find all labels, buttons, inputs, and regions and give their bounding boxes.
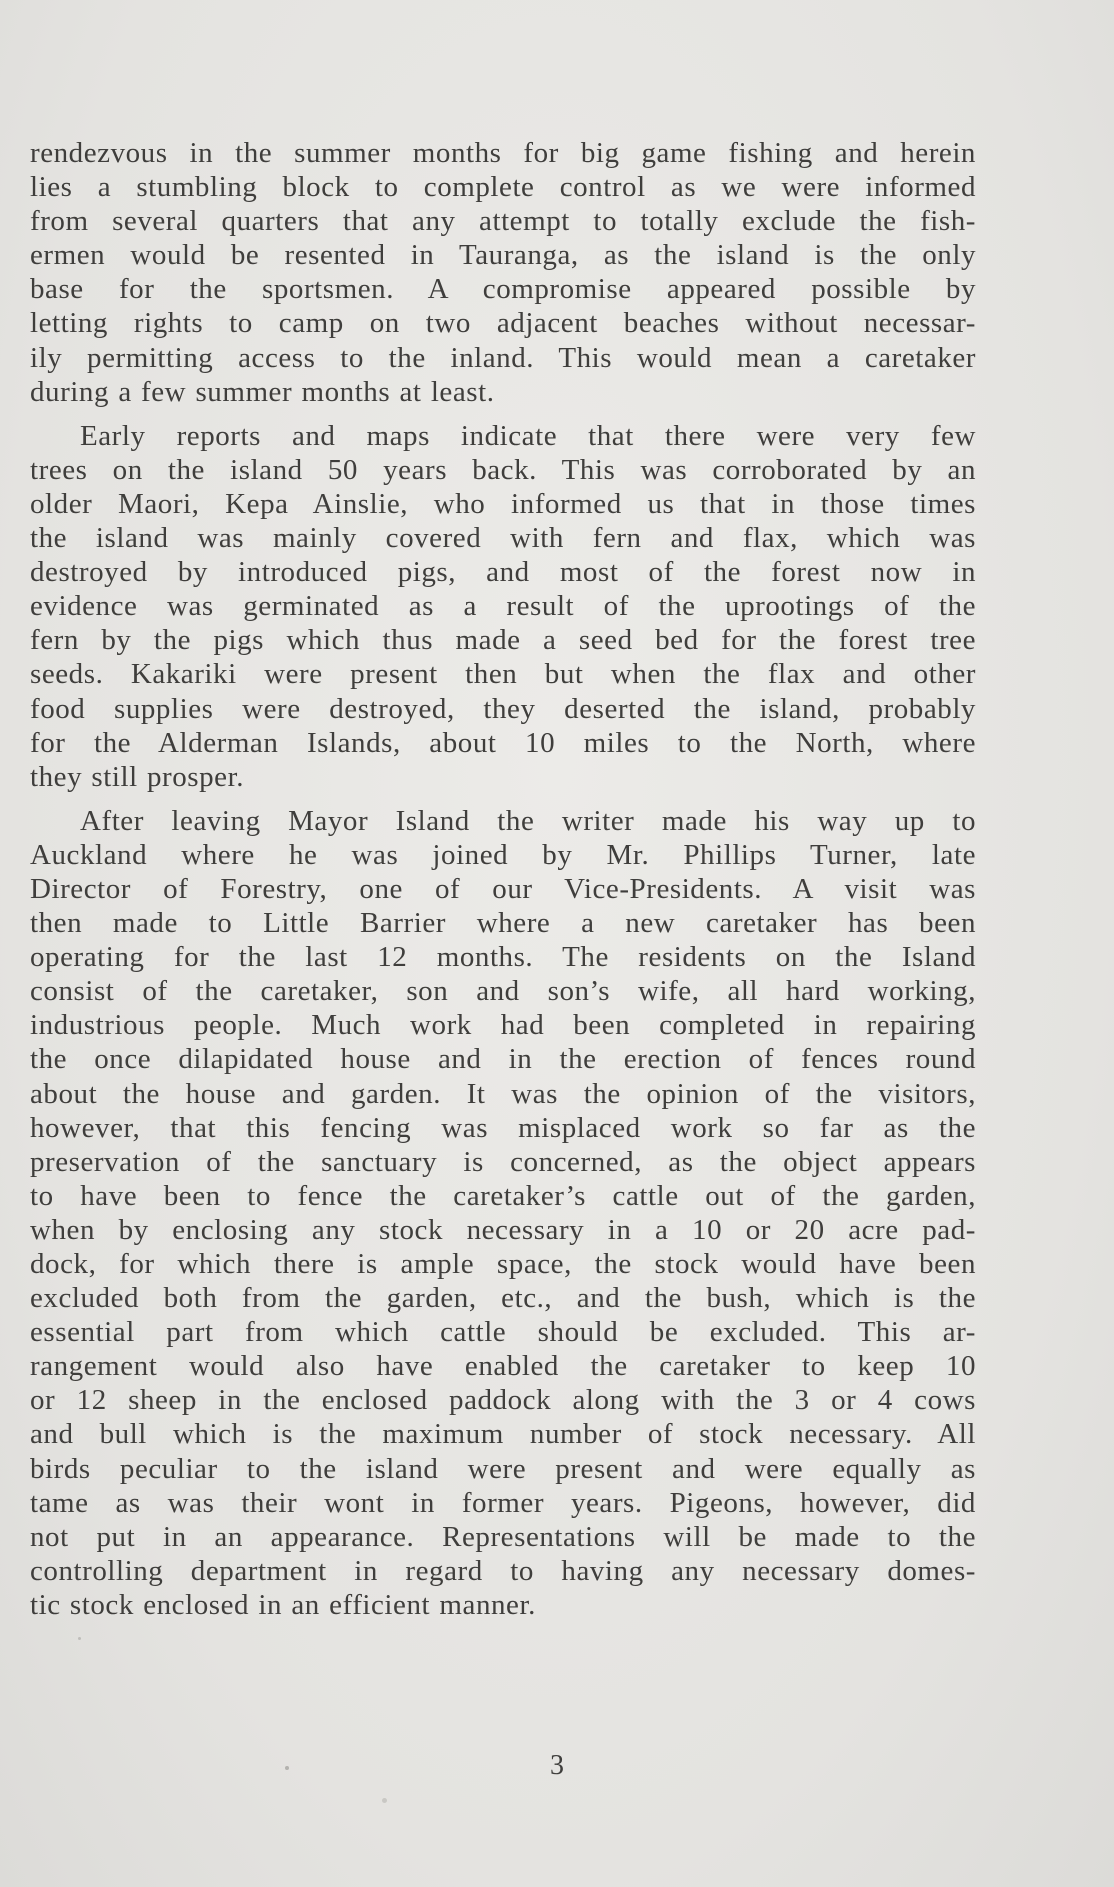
text-line: ily permitting access to the inland. This would mean a caretaker bbox=[30, 341, 976, 374]
print-speck bbox=[78, 1637, 81, 1640]
text-line: during a few summer months at least. bbox=[30, 375, 495, 408]
text-line: evidence was germinated as a result of the uprootings of the bbox=[30, 590, 976, 623]
text-line: seeds. Kakariki were present then but when the flax and other bbox=[30, 658, 976, 691]
paragraph-2 bbox=[30, 419, 976, 794]
body-text bbox=[30, 136, 976, 1622]
text-line: lies a stumbling block to complete control as we were informed bbox=[30, 171, 976, 204]
text-line: essential part from which cattle should be excluded. This ar- bbox=[30, 1316, 976, 1349]
text-line: birds peculiar to the island were present and were equally as bbox=[30, 1452, 976, 1485]
text-line: tame as was their wont in former years. Pigeons, however, did bbox=[30, 1486, 976, 1519]
text-line: excluded both from the garden, etc., and the bush, which is the bbox=[30, 1282, 976, 1315]
paragraph-3 bbox=[30, 804, 976, 1622]
text-line: Auckland where he was joined by Mr. Phillips Turner, late bbox=[30, 838, 976, 871]
text-line: the island was mainly covered with fern and flax, which was bbox=[30, 522, 976, 555]
text-line: consist of the caretaker, son and son’s wife, all hard working, bbox=[30, 975, 976, 1008]
text-line: then made to Little Barrier where a new caretaker has been bbox=[30, 907, 976, 940]
text-line: industrious people. Much work had been completed in repairing bbox=[30, 1009, 976, 1042]
text-line: fern by the pigs which thus made a seed bed for the forest tree bbox=[30, 624, 976, 657]
text-line: Early reports and maps indicate that there were very few bbox=[80, 419, 976, 452]
page-number: 3 bbox=[550, 1750, 564, 1781]
text-line: dock, for which there is ample space, the stock would have been bbox=[30, 1248, 976, 1280]
text-line: they still prosper. bbox=[30, 760, 245, 793]
text-line: not put in an appearance. Representations will be made to the bbox=[30, 1520, 976, 1553]
text-line: rendezvous in the summer months for big game fishing and herein bbox=[30, 137, 976, 169]
print-speck bbox=[382, 1798, 387, 1803]
paragraph-1 bbox=[30, 136, 976, 409]
text-line: when by enclosing any stock necessary in a 10 or 20 acre pad- bbox=[30, 1213, 976, 1246]
text-line: the once dilapidated house and in the erection of fences round bbox=[30, 1043, 976, 1076]
text-line: base for the sportsmen. A compromise appeared possible by bbox=[30, 273, 976, 306]
text-line: letting rights to camp on two adjacent beaches without necessar- bbox=[30, 307, 976, 340]
text-line: for the Alderman Islands, about 10 miles to the North, where bbox=[30, 726, 976, 759]
text-line: about the house and garden. It was the opinion of the visitors, bbox=[30, 1077, 976, 1110]
text-line: Director of Forestry, one of our Vice-Presidents. A visit was bbox=[30, 872, 976, 905]
text-line: to have been to fence the caretaker’s cattle out of the garden, bbox=[30, 1179, 976, 1212]
text-line: and bull which is the maximum number of stock necessary. All bbox=[30, 1418, 976, 1451]
text-line: controlling department in regard to having any necessary domes- bbox=[30, 1554, 976, 1587]
text-line: however, that this fencing was misplaced work so far as the bbox=[30, 1111, 976, 1144]
text-line: ermen would be resented in Tauranga, as the island is the only bbox=[30, 239, 976, 272]
text-line: rangement would also have enabled the caretaker to keep 10 bbox=[30, 1350, 976, 1383]
text-line: food supplies were destroyed, they deserted the island, probably bbox=[30, 692, 976, 725]
text-line: from several quarters that any attempt to totally exclude the fish- bbox=[30, 205, 976, 238]
text-line: preservation of the sanctuary is concerned, as the object appears bbox=[30, 1145, 976, 1178]
text-line: operating for the last 12 months. The residents on the Island bbox=[30, 941, 976, 974]
text-line: After leaving Mayor Island the writer made his way up to bbox=[80, 804, 976, 837]
text-line: trees on the island 50 years back. This was corroborated by an bbox=[30, 453, 976, 486]
text-line: tic stock enclosed in an efficient manner. bbox=[30, 1588, 536, 1621]
text-line: older Maori, Kepa Ainslie, who informed us that in those times bbox=[30, 487, 976, 520]
text-line: destroyed by introduced pigs, and most of the forest now in bbox=[30, 556, 976, 589]
text-line: or 12 sheep in the enclosed paddock along with the 3 or 4 cows bbox=[30, 1384, 976, 1417]
